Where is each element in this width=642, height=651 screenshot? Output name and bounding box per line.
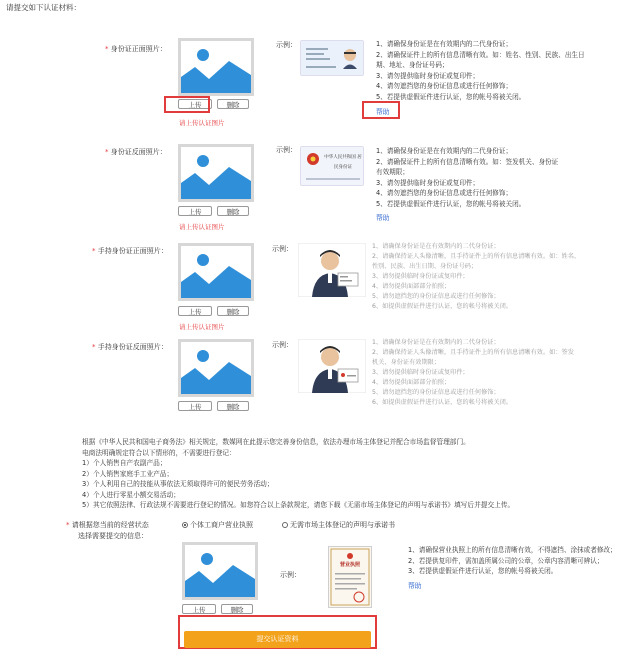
id-front-preview[interactable] — [178, 38, 254, 96]
id-back-sample-image — [300, 146, 364, 186]
hold-id-front-sample-label: 示例： — [272, 245, 293, 253]
business-status-label: * 请根据您当前的经营状态 选择需要提交的信息： — [66, 521, 149, 540]
license-sample-image — [328, 546, 372, 608]
id-front-sample-image — [300, 40, 364, 76]
status-option-license[interactable]: 个体工商户营业执照 — [182, 520, 253, 530]
hold-id-front-upload-button[interactable]: 上传 — [178, 306, 212, 316]
submit-button[interactable]: 提交认证资料 — [184, 631, 371, 648]
id-back-preview[interactable] — [178, 144, 254, 202]
id-front-rules: 1、请确保身份证是在有效期内的二代身份证； 2、请确保证件上的所有信息清晰有效。如：姓名、性别、民族、出生日 期、地址、身份证号码； 3、请勿提供临时身份证或复印件； 4、请勿遮挡您的身份证信息或进行任何修饰； 5、若提供虚假证件进行认证，您的帐号将被关闭。 — [376, 40, 585, 101]
license-upload-button[interactable]: 上传 — [182, 604, 216, 614]
id-front-upload-hint: 请上传认证图片 — [179, 119, 225, 127]
license-sample-label: 示例： — [280, 571, 301, 579]
id-front-sample-label: 示例： — [276, 41, 297, 49]
id-back-help-link[interactable]: 帮助 — [376, 214, 390, 222]
hold-id-back-sample-image — [298, 339, 366, 393]
status-option-declaration[interactable]: 无需市场主体登记的声明与承诺书 — [282, 520, 395, 530]
hold-id-back-rules: 1、请确保身份证是在有效期内的二代身份证； 2、请确保持证人头像清晰，且手持证件上的所有信息清晰有效。如：签发 机关、身份证有效期限； 3、请勿提供临时身份证或复印件； 4、请勿提供面部部分拍照； 5、请勿遮挡您的身份证信息或进行任何修饰； 6、如提供虚假证件进行认证，您的帐号将被关闭。 — [372, 339, 574, 406]
radio-selected-icon[interactable] — [182, 522, 188, 528]
license-rules: 1、请确保营业执照上的所有信息清晰有效，不得遮挡、涂抹或者修改； 2、若提供复印件，需加盖所属公司的公章，公章内容清晰可辨认； 3、若提供虚假证件进行认证，您的帐号将被关闭。 — [408, 546, 617, 575]
license-delete-button[interactable]: 删除 — [221, 604, 253, 614]
id-front-label: * 身份证正面照片： — [105, 45, 167, 53]
hold-id-front-preview[interactable] — [178, 243, 254, 301]
hold-id-front-upload-hint: 请上传认证图片 — [179, 323, 225, 331]
business-license-icon — [329, 547, 371, 607]
id-front-upload-button[interactable]: 上传 — [178, 99, 212, 109]
id-back-label: * 身份证反面照片： — [105, 148, 167, 156]
id-front-help-link[interactable]: 帮助 — [376, 108, 390, 116]
hold-id-front-rules: 1、请确保身份证是在有效期内的二代身份证； 2、请确保持证人头像清晰，且手持证件上的所有信息清晰有效。如：姓名、 性别、民族、出生日期、身份证号码； 3、请勿提供临时身份证或复印件； 4、请勿提供面部部分拍照； 5、请勿遮挡您的身份证信息或进行任何修饰； 6、如提供虚假证件进行认证，您的帐号将被关闭。 — [372, 243, 581, 310]
image-placeholder-icon — [185, 545, 255, 597]
person-holding-card-icon — [298, 243, 366, 297]
highlight-box-upload — [164, 96, 210, 113]
id-card-front-icon — [301, 41, 364, 76]
hold-id-back-sample-label: 示例： — [272, 341, 293, 349]
image-placeholder-icon — [181, 147, 251, 199]
id-back-upload-button[interactable]: 上传 — [178, 206, 212, 216]
hold-id-back-label: * 手持身份证反面照片： — [92, 343, 168, 351]
license-preview[interactable] — [182, 542, 258, 600]
radio-unselected-icon[interactable] — [282, 522, 288, 528]
hold-id-back-delete-button[interactable]: 删除 — [217, 401, 249, 411]
image-placeholder-icon — [181, 246, 251, 298]
license-sample-title: 营业执照 — [339, 562, 360, 568]
license-help-link[interactable]: 帮助 — [408, 582, 422, 590]
hold-id-front-label: * 手持身份证正面照片： — [92, 247, 168, 255]
law-notice: 根据《中华人民共和国电子商务法》相关规定，数媒网在此提示您完善身份信息，依法办理市场主体登记并配合市场监督管理部门。 电商法明确规定符合以下情形的，不需要进行登记： 1）个人销售自产农副产品； 2）个人销售家庭手工业产品； 3）个人利用自己的技能从事依法无须取得许可的便民劳务活动； 4）个人进行零星小额交易活动； 5）其它依照法律、行政法规不需要进行登记的情况。如您符合以上条款规定，请您下载《无需市场主体登记的声明与承诺书》填写后并提交上传。 — [82, 438, 515, 509]
id-front-delete-button[interactable]: 删除 — [217, 99, 249, 109]
image-placeholder-icon — [181, 41, 251, 93]
id-back-sample-label: 示例： — [276, 146, 297, 154]
hold-id-back-upload-button[interactable]: 上传 — [178, 401, 212, 411]
id-back-card-text: 中华人民共和国 居民身份证 — [324, 155, 362, 170]
hold-id-front-delete-button[interactable]: 删除 — [217, 306, 249, 316]
image-placeholder-icon — [181, 342, 251, 394]
hold-id-back-preview[interactable] — [178, 339, 254, 397]
page-intro: 请提交如下认证材料： — [6, 3, 81, 12]
id-back-upload-hint: 请上传认证图片 — [179, 223, 225, 231]
highlight-box-help — [362, 101, 400, 119]
person-holding-card-icon — [298, 339, 366, 393]
hold-id-front-sample-image — [298, 243, 366, 297]
id-back-rules: 1、请确保身份证是在有效期内的二代身份证； 2、请确保证件上的所有信息清晰有效。如：签发机关、身份证 有效期限； 3、请勿提供临时身份证或复印件； 4、请勿遮挡您的身份证信息或进行任何修饰； 5、若提供虚假证件进行认证，您的帐号将被关闭。 — [376, 147, 559, 208]
id-back-delete-button[interactable]: 删除 — [217, 206, 249, 216]
